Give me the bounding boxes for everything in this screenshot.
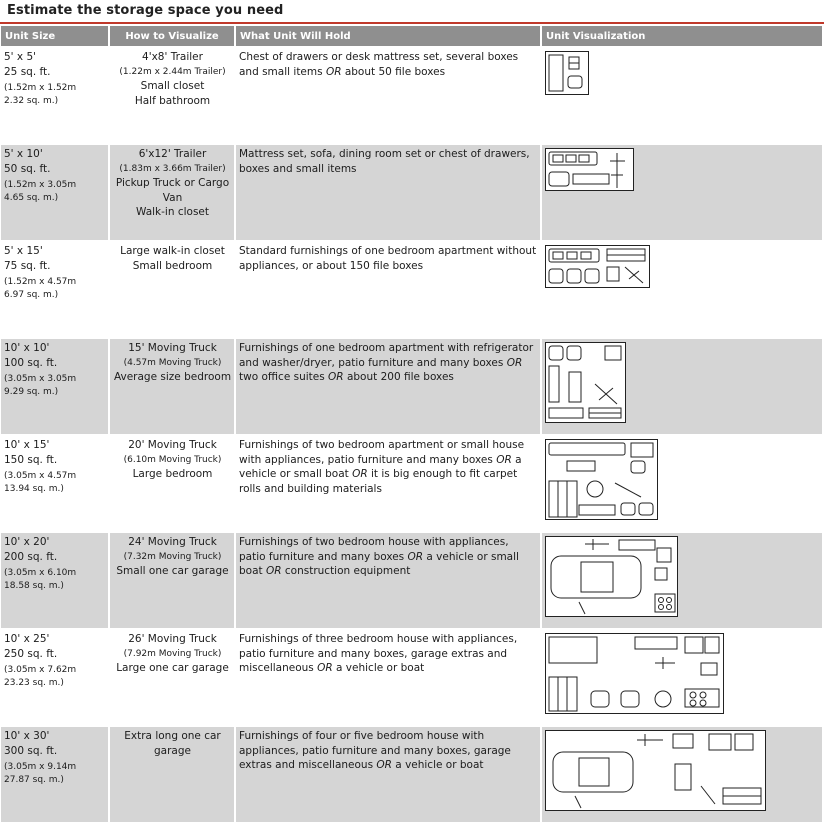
visualize-primary: 20' Moving Truck [128,439,217,451]
floor-plan-10x25-image [545,633,725,715]
floor-plan-5x5-image [545,51,589,96]
unit-dimensions: 10' x 25' [4,633,50,645]
unit-metric-area: 4.65 sq. m.) [4,193,59,204]
unit-metric-area: 23.23 sq. m.) [4,678,64,689]
unit-metric-dimensions: (3.05m x 7.62m [4,665,77,676]
unit-size-cell [1,144,109,241]
header-what-unit-will-hold: What Unit Will Hold [235,26,541,47]
visualize-cell [109,726,235,823]
unit-metric-dimensions: (3.05m x 3.05m [4,374,77,385]
visualize-metric: (1.83m x 3.66m Trailer) [119,163,226,174]
visualize-alt-1: Large one car garage [116,662,229,675]
visualize-cell [109,241,235,338]
unit-metric-dimensions: (3.05m x 6.10m [4,568,77,579]
unit-dimensions: 10' x 20' [4,536,50,548]
visualize-alt-1: Large bedroom [132,468,213,481]
visualize-cell [109,338,235,435]
visualize-cell [109,532,235,629]
unit-dimensions: 5' x 15' [4,245,43,257]
visualization-cell [541,47,823,144]
unit-dimensions: 5' x 5' [4,51,37,63]
header-how-to-visualize: How to Visualize [109,26,235,47]
table-row [1,532,823,629]
hold-description: Furnishings of four or five bedroom house with appliances, patio furniture and many boxes, garage extras and miscellaneous OR a vehicle or boat [235,726,541,823]
floor-plan-10x15-image [545,439,659,521]
visualize-primary: 24' Moving Truck [128,536,217,548]
visualization-cell [541,144,823,241]
floor-plan-10x10-image [545,342,627,424]
unit-dimensions: 10' x 30' [4,730,50,742]
floor-plan-10x20-image [545,536,679,618]
table-row [1,726,823,823]
floor-plan-5x15-image [545,245,651,290]
table-row [1,338,823,435]
table-header-row [1,26,823,47]
visualize-alt-1: Pickup Truck or Cargo Van [115,177,230,204]
hold-description: Furnishings of two bedroom house with appliances, patio furniture and many boxes OR a vehicle or small boat OR construction equipment [235,532,541,629]
visualize-cell [109,629,235,726]
unit-size-cell [1,241,109,338]
unit-square-feet: 25 sq. ft. [4,65,51,78]
visualize-primary: Large walk-in closet [120,245,225,257]
visualize-cell [109,435,235,532]
visualize-alt-1: Small bedroom [132,259,213,272]
table-row [1,241,823,338]
visualization-cell [541,726,823,823]
visualize-cell [109,47,235,144]
visualize-metric: (7.92m Moving Truck) [123,648,222,659]
hold-description: Mattress set, sofa, dining room set or chest of drawers, boxes and small items [235,144,541,241]
visualization-cell [541,629,823,726]
header-unit-visualization: Unit Visualization [541,26,823,47]
unit-dimensions: 10' x 15' [4,439,50,451]
visualize-primary: 15' Moving Truck [128,342,217,354]
unit-size-cell [1,726,109,823]
table-row [1,629,823,726]
header-unit-size: Unit Size [1,26,109,47]
visualize-metric: (1.22m x 2.44m Trailer) [119,66,226,77]
unit-metric-area: 6.97 sq. m.) [4,290,59,301]
hold-description: Furnishings of three bedroom house with appliances, patio furniture and many boxes, garage extras and miscellaneous OR a vehicle or boat [235,629,541,726]
visualization-cell [541,338,823,435]
unit-square-feet: 250 sq. ft. [4,647,58,660]
unit-dimensions: 5' x 10' [4,148,43,160]
unit-metric-area: 18.58 sq. m.) [4,581,64,592]
hold-description: Furnishings of two bedroom apartment or small house with appliances, patio furniture and many boxes OR a vehicle or small boat OR it is big enough to fit carpet rolls and building materials [235,435,541,532]
unit-metric-dimensions: (1.52m x 3.05m [4,180,77,191]
visualize-alt-1: Small one car garage [116,565,229,578]
visualize-alt-2: Walk-in closet [135,206,209,219]
visualize-primary: 4'x8' Trailer [142,51,203,63]
visualization-cell [541,435,823,532]
unit-square-feet: 300 sq. ft. [4,744,58,757]
unit-square-feet: 100 sq. ft. [4,356,58,369]
unit-square-feet: 75 sq. ft. [4,259,51,272]
unit-metric-area: 2.32 sq. m.) [4,96,59,107]
visualize-alt-1: Average size bedroom [113,371,232,384]
unit-square-feet: 150 sq. ft. [4,453,58,466]
unit-size-cell [1,629,109,726]
unit-dimensions: 10' x 10' [4,342,50,354]
unit-square-feet: 200 sq. ft. [4,550,58,563]
unit-size-cell [1,338,109,435]
table-row [1,47,823,144]
floor-plan-5x10-image [545,148,635,193]
title-divider [0,22,824,24]
visualize-alt-1: Small closet [140,80,205,93]
unit-size-cell [1,435,109,532]
visualize-primary: 6'x12' Trailer [138,148,207,160]
table-row [1,435,823,532]
visualize-cell [109,144,235,241]
visualize-metric: (4.57m Moving Truck) [123,357,222,368]
visualize-primary: Extra long one car garage [124,730,221,757]
unit-metric-dimensions: (3.05m x 4.57m [4,471,77,482]
hold-description: Chest of drawers or desk mattress set, several boxes and small items OR about 50 file boxes [235,47,541,144]
unit-metric-dimensions: (1.52m x 4.57m [4,277,77,288]
hold-description: Standard furnishings of one bedroom apartment without appliances, or about 150 file boxes [235,241,541,338]
unit-metric-area: 13.94 sq. m.) [4,484,64,495]
unit-metric-dimensions: (3.05m x 9.14m [4,762,77,773]
visualize-metric: (6.10m Moving Truck) [123,454,222,465]
unit-size-cell [1,532,109,629]
visualize-metric: (7.32m Moving Truck) [123,551,222,562]
unit-metric-area: 27.87 sq. m.) [4,775,64,786]
page-title: Estimate the storage space you need [7,3,284,18]
floor-plan-10x30-image [545,730,767,812]
hold-description: Furnishings of one bedroom apartment with refrigerator and washer/dryer, patio furniture and many boxes OR two office suites OR about 200 file boxes [235,338,541,435]
unit-square-feet: 50 sq. ft. [4,162,51,175]
visualize-alt-2: Half bathroom [134,94,211,107]
unit-metric-area: 9.29 sq. m.) [4,387,59,398]
table-row [1,144,823,241]
visualize-primary: 26' Moving Truck [128,633,217,645]
unit-size-cell [1,47,109,144]
visualization-cell [541,532,823,629]
storage-units-table [1,26,824,824]
visualization-cell [541,241,823,338]
unit-metric-dimensions: (1.52m x 1.52m [4,83,77,94]
